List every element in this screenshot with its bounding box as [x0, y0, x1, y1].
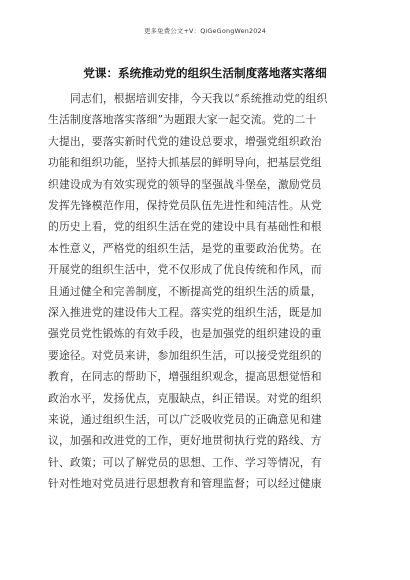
paragraph-line: 来说，通过组织生活，可以广泛吸收党员的正确意见和建	[48, 413, 322, 426]
paragraph-line: 政治水平，发扬优点，克服缺点，纠正错误。对党的组织	[48, 391, 322, 405]
paragraph-line: 针对性地对党员进行思想教育和管理监督；可以经过健康	[48, 477, 322, 491]
paragraph-line: 强党员党性锻炼的有效手段，也是加强党的组织建设的重	[48, 327, 322, 341]
paragraph-line: 深入推进党的建设伟大工程。落实党的组织生活，既是加	[48, 306, 322, 319]
paragraph-line: 教育，在同志的帮助下，增强组织观念，提高思想觉悟和	[48, 370, 322, 384]
paragraph-line: 发挥先锋模范作用，保持党员队伍先进性和纯洁性。从党	[48, 199, 322, 212]
paragraph-line: 大提出，要落实新时代党的建设总要求，增强党组织政治	[48, 134, 322, 148]
page-title: 党课：系统推动党的组织生活制度落地落实落细	[83, 66, 327, 80]
paragraph-line: 织建设成为有效实现党的领导的坚强战斗堡垒，激励党员	[48, 177, 322, 191]
paragraph-line: 生活制度落地落实落细”为题跟大家一起交流。党的二十	[48, 113, 317, 127]
paragraph-line: 要途径。对党员来讲，参加组织生活，可以接受党组织的	[48, 348, 322, 362]
header-note: 更多免费公文+V：QiGeGongWen2024	[143, 27, 267, 35]
paragraph-line: 的历史上看，党的组织生活在党的建设中具有基础性和根	[48, 220, 322, 234]
paragraph-line: 本性意义，严格党的组织生活，是党的重要政治优势。在	[48, 241, 322, 255]
paragraph-line: 针、政策；可以了解党员的思想、工作、学习等情况，有	[48, 455, 322, 469]
paragraph-line: 且通过健全和完善制度，不断提高党的组织生活的质量，	[48, 284, 322, 298]
paragraph-line: 议，加强和改进党的工作，更好地贯彻执行党的路线、方	[48, 434, 322, 448]
paragraph-line: 功能和组织功能，坚持大抓基层的鲜明导向，把基层党组	[48, 156, 322, 170]
paragraph-line: 同志们，根据培训安排，今天我以“系统推动党的组织	[70, 92, 328, 105]
paragraph-line: 开展党的组织生活中，党不仅形成了优良传统和作风，而	[48, 263, 322, 277]
